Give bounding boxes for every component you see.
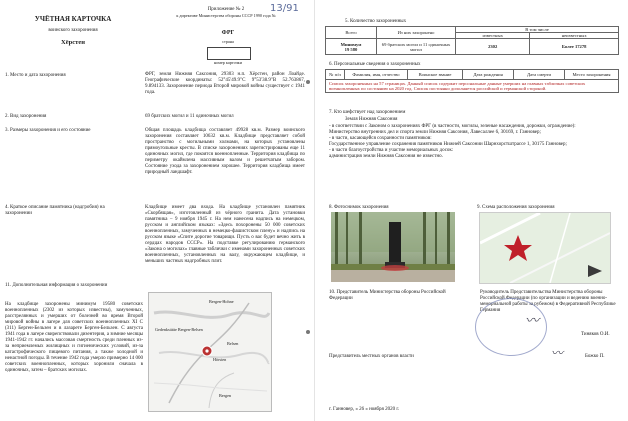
section-7-label: 7. Кто шефствует над захоронением <box>329 110 406 115</box>
guardian-line-1: - в соответствии с Законом о захоронениях ФРГ (в частности, могилы, зеленые насаждения, дорожки, ограждение): <box>329 124 576 129</box>
map-label-horsten: Hörsten <box>213 357 227 362</box>
known-cell: 2302 <box>456 39 530 55</box>
col-inclusive: В том числе <box>456 27 619 33</box>
country-label: страна <box>222 39 234 44</box>
signature-local: 〰︎ <box>551 346 564 360</box>
header-name: Фамилия, имя, отчество <box>345 70 408 80</box>
header-place: Место захоронения <box>565 70 619 80</box>
location-scheme-drawing <box>480 213 610 283</box>
section-10-label: 10. Представитель Министерства обороны Российской Федерации <box>329 290 446 301</box>
card-number-label: номер карточки <box>214 60 242 65</box>
section-4-label: 4. Краткое описание памятника (надгробия) на захоронении <box>5 205 105 216</box>
section-3-label: 3. Размеры захоронения и его состояние <box>5 128 91 133</box>
appendix-sub-line: к директиве Министерства обороны СССР 1990 года № <box>176 13 276 18</box>
section-11-label: 11. Дополнительная информация о захоронении <box>5 283 108 288</box>
personal-data-note: Список захороненных на 57 страницах. Данный список содержит персональные данные умерших на главных табличках советских военнопленных по состоянию на 2020 год. Список постоянно дополняется российской и германской стороной. <box>326 80 619 93</box>
section-8-label: 8. Фотоснимок захоронения <box>329 205 389 210</box>
header-num: № п/п <box>326 70 345 80</box>
location-scheme <box>479 212 611 284</box>
map-label-memorial: Gedenkstätte Bergen-Belsen <box>155 327 203 332</box>
section-4-value: Кладбище имеет два входа. На кладбище установлен памятник «Скорбящая», изготовленный из чёрного гранита. Дата установки памятника – 9 ноября 1945 г. На нем нанесена надпись на немецком, русском и английском языках: «Здесь похоронены 50 000 советских военнопленных, замученных в немецко-фашистском плену» и надпись на русском языке «Спите дорогие товарищи. Пусть о вас будет вечно жить в сердцах народов СССР». На подставке регулированию германского «Закона о могилах» главные таблички с именами захороненных советских военнопленных, установленных на валу, окружающем кладбище, и меньших частных надгробных плит. <box>145 205 305 264</box>
handwritten-number: 13/91 <box>270 3 299 14</box>
total-min-value: 19 580 <box>344 46 358 52</box>
section-3-value: Общая площадь кладбища составляет 49928 кв.м. Размер воинского захоронения составляет 10632 кв.м. Кладбище представляет собой пространство с могильными холмами, на которых установлены прямоугольные кресты. В списке захоронениях зарегистрированы еще 11 одиночных могил, где покоятся военнопленные. Территория кладбища по периметру окаймлена массивным валом и решетчатым забором. Состояние ухода за захоронением хорошее. Территория кладбища имеет природный ландшафт. <box>145 128 305 175</box>
location-map-drawing <box>149 293 271 411</box>
section-1-value: ФРГ, земля Нижняя Саксония, 29303 н.п. Хёрстен, район Лоайде. Географические координаты: 52°45'49.9"С 9°53'38.9"В 52.763867, 9.894133. Захоронение периода Второй мировой войны существует с 1941 года. <box>145 72 305 95</box>
country-value: ФРГ <box>221 30 235 36</box>
map-label-bergen-hohne: Bergen-Hohne <box>209 299 234 304</box>
guardian-line-6: администрация земли Нижняя Саксония не известно. <box>329 154 443 159</box>
col-unknown: неизвестных <box>530 33 619 39</box>
personal-data-table <box>325 69 619 93</box>
header-rank: Воинское звание <box>408 70 463 80</box>
binding-hole <box>306 330 310 334</box>
guardian-line-4: Государственное управление сохранения памятников Нижней Саксонии Шарнхорстштрассе 1, 30175 Ганновер; <box>329 142 567 147</box>
burials-count-table <box>325 26 619 55</box>
place-name: Хёрстен <box>61 39 85 46</box>
rep-ru-name: Тиняков О.И. <box>581 332 610 337</box>
col-graves: Из них захоронено <box>377 27 456 39</box>
map-label-bergen: Bergen <box>219 393 232 398</box>
section-9-label: 9. Схема расположения захоронения <box>477 205 555 210</box>
binding-hole-top <box>306 80 310 84</box>
map-label-belsen: Belsen <box>227 341 239 346</box>
section-2-value: 69 братских могил и 11 одиночных могил <box>145 114 234 119</box>
section-7-subject: Земля Нижняя Саксония <box>345 117 398 122</box>
graves-cell: 69 братских могил и 11 одиночных могил <box>377 39 456 55</box>
guardian-line-2: Министерство внутренних дел и спорта земли Нижняя Саксония, Лавесаллее 6, 30169, г. Ганновер; <box>329 130 541 135</box>
section-6-label: 6. Персональные сведения о захороненных <box>329 62 421 67</box>
rep-de-label: Руководитель Представительства Министерства обороны Российской Федерации (по организации и ведению военно-мемориальной работы за рубежом) в Федеративной Республике Германия <box>480 290 616 313</box>
total-cell <box>326 39 377 55</box>
appendix-line: Приложение № 2 <box>207 7 245 12</box>
grave-photo-image <box>331 212 455 282</box>
header-death: Дата смерти <box>514 70 565 80</box>
location-map <box>148 292 272 412</box>
card-subtitle: воинского захоронения <box>48 28 98 33</box>
right-page <box>314 0 628 421</box>
header-birth: Дата рождения <box>463 70 514 80</box>
section-5-label: 5. Количество захороненных <box>345 19 407 24</box>
col-known: известных <box>456 33 530 39</box>
section-11-value: На кладбище захоронены минимум 19580 советских военнопленных (2302 из которых известны), замученных, расстрелянных и умерших от болезней во время Второй мировой войны в лагере для советских военнопленных XI C (311) Берген-Бельзен и в лазарете Берген-Бельзен. С августа 1941 года в лагере свирепствовали дизентерия, а зимние месяцы 1941-1942 гг. начались массовая смертность среди пленных из-за неприемлемых жилищных и гигиенических условий, из-за катастрофического пищевого питания, а также холодной и ненастной погоды. В течение 1942 года умерло примерно 14 000 советских военнопленных, которых хоронили сначала в одиночных, затем – братских могилах. <box>5 302 143 373</box>
grave-photo <box>331 212 455 282</box>
section-1-label: 1. Место и дата захоронения <box>5 73 66 78</box>
place-date: г. Ганновер, « 26 » ноября 2020 г. <box>329 407 400 412</box>
unknown-cell: Более 17278 <box>530 39 619 55</box>
col-total: Всего <box>326 27 377 39</box>
local-rep-label: Представитель местных органов власти <box>329 354 414 359</box>
section-7-body <box>329 124 619 160</box>
total-min-label: Минимум <box>340 41 362 47</box>
signature-ru: 〰︎ <box>525 313 539 329</box>
guardian-line-5: - в части благоустройства и участие мемориальных досок: <box>329 148 454 153</box>
card-title: УЧЁТНАЯ КАРТОЧКА <box>34 15 112 23</box>
section-2-label: 2. Вид захоронения <box>5 114 47 119</box>
guardian-line-3: - в части, касающейся сохранности памятников: <box>329 136 432 141</box>
local-rep-name: Божко П. <box>585 354 605 359</box>
card-number-box <box>207 47 251 60</box>
